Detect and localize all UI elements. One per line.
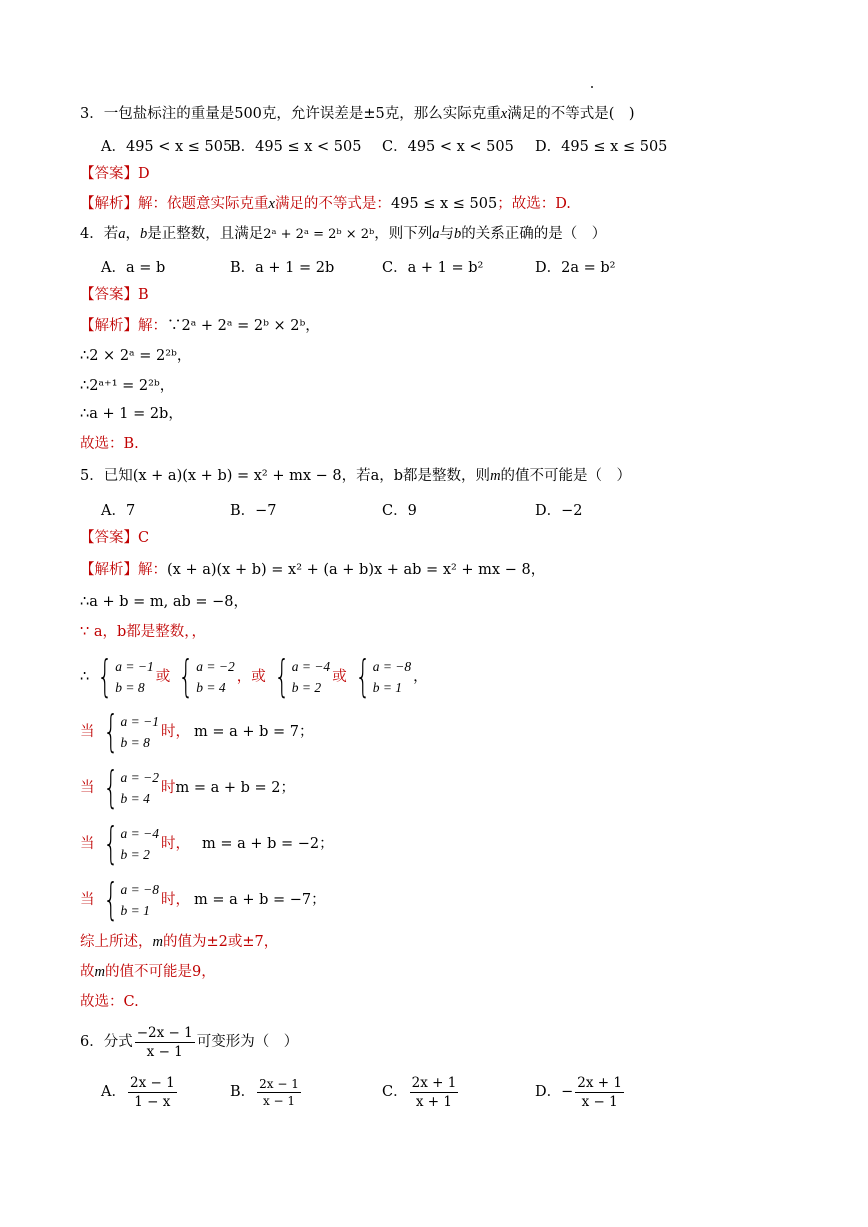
q5-case-4 — [80, 874, 326, 925]
q5-systems-line — [80, 651, 428, 702]
q5-case2-b: b = 4 — [120, 791, 150, 806]
q6-option-b-num: 2x − 1 — [259, 1076, 299, 1091]
q4-stem-pre: 4．若 — [80, 226, 119, 242]
q5-when: 当 — [80, 892, 95, 908]
q5-case4-mid: 时， — [160, 892, 190, 908]
q3-option-c: C．495 < x < 505 — [382, 139, 514, 155]
q4-stem-mid4: 与 — [439, 226, 454, 242]
q5-line2: ∵ a，b都是整数，， — [80, 624, 207, 640]
q6-option-c-den: x + 1 — [415, 1093, 452, 1110]
q5-answer-label: 【答案】 — [80, 530, 138, 546]
q3-option-b: B．495 ≤ x < 505 — [230, 139, 362, 155]
q5-case2-a: a = −2 — [120, 770, 159, 785]
q4-analysis-label: 【解析】 — [80, 318, 138, 334]
q5-option-d: D．−2 — [535, 503, 583, 519]
brace-icon: { — [178, 651, 194, 702]
q4-option-a: A．a = b — [101, 260, 166, 276]
q5-therefore: ∴ — [80, 669, 90, 685]
q3-analysis — [80, 194, 571, 214]
q5-option-b: B．−7 — [230, 503, 277, 519]
q4-stem — [80, 224, 606, 245]
q5-case3-b: b = 2 — [120, 847, 150, 862]
q5-summary1-pre: 综上所述， — [80, 934, 153, 950]
q6-option-c — [382, 1072, 460, 1112]
q5-line1: ∴a + b = m, ab = −8， — [80, 594, 249, 610]
q6-stem-den: x − 1 — [146, 1043, 183, 1060]
q6-stem-end: 可变形为（ ） — [196, 1034, 299, 1050]
q5-stem-eq: (x + a)(x + b) = x² + mx − 8 — [132, 468, 342, 484]
q5-case-1 — [80, 706, 314, 757]
q5-analysis-pre: 解： — [138, 562, 167, 578]
q5-sys2-b: b = 4 — [196, 680, 226, 695]
q6-option-a-label: A． — [101, 1084, 126, 1100]
q3-analysis-end: ；故选：D. — [497, 196, 571, 212]
q6-option-d-num: 2x + 1 — [577, 1074, 622, 1091]
q5-case1-a: a = −1 — [120, 714, 159, 729]
q3-stem-end: 满足的不等式是( ) — [507, 106, 635, 122]
q5-case3-a: a = −4 — [120, 826, 159, 841]
q3-answer — [80, 164, 150, 184]
q5-sys4-b: b = 1 — [372, 680, 403, 695]
q5-case-3 — [80, 818, 334, 869]
q6-option-d-den: x − 1 — [581, 1093, 618, 1110]
q4-stem-a2: a — [432, 226, 440, 242]
q5-case2-mid: 时 — [160, 780, 176, 796]
q4-stem-eq: 2ᵃ + 2ᵃ = 2ᵇ × 2ᵇ — [263, 227, 375, 242]
q5-system-3 — [268, 651, 331, 702]
q5-when: 当 — [80, 780, 95, 796]
q4-line3: ∴2ᵃ⁺¹ = 2²ᵇ， — [80, 378, 175, 394]
q5-sys2-a: a = −2 — [196, 659, 235, 674]
q5-analysis-eq: (x + a)(x + b) = x² + (a + b)x + ab = x² + mx − 8， — [167, 562, 546, 578]
q3-stem-text: 3．一包盐标注的重量是500克，允许误差是±5克，那么实际克重 — [80, 106, 501, 122]
q5-summary-1 — [80, 932, 278, 952]
q6-option-a-fraction — [128, 1074, 177, 1111]
q5-or1: 或 — [155, 669, 171, 685]
q5-summary2-pre: 故 — [80, 964, 95, 980]
q6-option-b — [230, 1072, 303, 1112]
q5-option-c: C．9 — [382, 503, 417, 519]
q5-when: 当 — [80, 724, 95, 740]
q6-option-b-label: B． — [230, 1084, 256, 1100]
q6-stem-pre: 6．分式 — [80, 1034, 133, 1050]
q6-option-a-num: 2x − 1 — [129, 1074, 175, 1091]
q5-sys4-a: a = −8 — [372, 659, 412, 674]
q5-stem — [80, 466, 631, 486]
q4-analysis-pre: 解： — [138, 318, 167, 334]
q5-stem-m: m — [490, 468, 501, 484]
q5-summary-2 — [80, 962, 216, 982]
q6-option-a — [101, 1072, 179, 1112]
brace-icon: { — [102, 874, 119, 925]
q4-option-b: B．a + 1 = 2b — [230, 260, 335, 276]
q4-answer-label: 【答案】 — [80, 287, 138, 303]
q4-answer — [80, 285, 149, 305]
q3-analysis-var: x — [268, 196, 275, 212]
q4-conclusion: 故选：B. — [80, 436, 139, 452]
q4-analysis — [80, 316, 320, 336]
q3-option-a: A．495 < x ≤ 505 — [101, 139, 233, 155]
brace-icon: { — [274, 651, 290, 702]
q5-case1-system — [97, 706, 159, 757]
q5-case1-eq: m = a + b = 7； — [193, 724, 314, 740]
q5-case2-eq: m = a + b = 2； — [175, 780, 295, 796]
q6-option-a-den: 1 − x — [134, 1093, 171, 1110]
q3-option-d: D．495 ≤ x ≤ 505 — [535, 139, 668, 155]
q4-line2: ∴2 × 2ᵃ = 2²ᵇ， — [80, 348, 192, 364]
q6-stem-fraction — [135, 1024, 195, 1061]
brace-icon: { — [102, 818, 119, 869]
q5-answer — [80, 528, 149, 548]
q4-stem-mid3: ，则下列 — [374, 226, 433, 242]
q5-case3-mid: 时， — [160, 836, 190, 852]
q6-option-d-fraction — [575, 1074, 624, 1111]
q6-stem — [80, 1022, 298, 1062]
q5-summary2-m: m — [94, 964, 105, 980]
q6-option-d — [535, 1072, 626, 1112]
q5-system-1 — [91, 651, 154, 702]
q5-answer-value: C — [138, 530, 150, 546]
q5-analysis — [80, 560, 545, 580]
q3-analysis-pre: 解：依题意实际克重 — [138, 196, 269, 212]
q4-stem-end: 的关系正确的是（ ） — [461, 226, 607, 242]
q4-stem-mid2: 是正整数，且满足 — [147, 226, 264, 242]
q6-option-d-label: D． — [535, 1084, 562, 1100]
q4-stem-b: b — [139, 226, 148, 242]
q6-option-c-label: C． — [382, 1084, 408, 1100]
q5-case3-eq: m = a + b = −2； — [201, 836, 334, 852]
q5-system-4 — [349, 651, 412, 702]
q4-stem-mid1: ， — [125, 226, 140, 242]
q5-option-a: A．7 — [101, 503, 136, 519]
q5-when: 当 — [80, 836, 95, 852]
q5-sys1-b: b = 8 — [115, 680, 145, 695]
q3-stem-var: x — [500, 106, 508, 122]
q4-option-d: D．2a = b² — [535, 260, 616, 276]
q5-sys3-b: b = 2 — [291, 680, 322, 695]
q5-summary1-m: m — [152, 934, 163, 950]
scan-dot — [591, 86, 593, 88]
q5-system-2 — [172, 651, 235, 702]
q3-analysis-mid: 满足的不等式是： — [274, 196, 391, 212]
q3-analysis-math: 495 ≤ x ≤ 505 — [390, 196, 498, 212]
q5-case3-system — [97, 818, 159, 869]
q6-option-c-fraction — [410, 1074, 459, 1111]
q6-stem-num: −2x − 1 — [136, 1024, 193, 1041]
q6-option-b-fraction — [257, 1076, 301, 1109]
q5-stem-pre: 5．已知 — [80, 468, 133, 484]
q5-conclusion: 故选：C. — [80, 994, 139, 1010]
q3-analysis-label: 【解析】 — [80, 196, 138, 212]
brace-icon: { — [97, 651, 113, 702]
q5-case-2 — [80, 762, 295, 813]
q5-sys3-a: a = −4 — [291, 659, 331, 674]
q5-case4-system — [97, 874, 159, 925]
q5-stem-end: 的值不可能是（ ） — [500, 468, 632, 484]
q6-option-b-den: x − 1 — [262, 1093, 296, 1108]
q5-or2: ，或 — [236, 669, 266, 685]
q5-case4-a: a = −8 — [120, 882, 159, 897]
q3-answer-value: D — [138, 166, 150, 182]
q5-analysis-label: 【解析】 — [80, 562, 138, 578]
q5-case4-eq: m = a + b = −7； — [193, 892, 326, 908]
q6-option-d-sign: − — [561, 1084, 574, 1100]
q5-summary2-end: 的值不可能是9， — [104, 964, 216, 980]
q5-stem-mid: ，若a，b都是整数，则 — [341, 468, 491, 484]
q4-analysis-line1: ∵2ᵃ + 2ᵃ = 2ᵇ × 2ᵇ， — [167, 318, 320, 334]
q4-stem-b2: b — [453, 226, 462, 242]
brace-icon: { — [102, 706, 119, 757]
q6-option-c-num: 2x + 1 — [411, 1074, 457, 1091]
q4-line4: ∴a + 1 = 2b， — [80, 406, 183, 422]
q5-case2-system — [97, 762, 159, 813]
q3-stem — [80, 104, 635, 124]
q3-answer-label: 【答案】 — [80, 166, 138, 182]
q5-summary1-end: 的值为±2或±7， — [162, 934, 279, 950]
q5-sys1-a: a = −1 — [115, 659, 154, 674]
q5-case1-b: b = 8 — [120, 735, 150, 750]
q5-case1-mid: 时， — [160, 724, 190, 740]
q5-or3: 或 — [332, 669, 347, 685]
q4-stem-a: a — [118, 226, 126, 242]
q5-case4-b: b = 1 — [120, 903, 150, 918]
brace-icon: { — [354, 651, 371, 702]
q4-answer-value: B — [138, 287, 149, 303]
q4-option-c: C．a + 1 = b² — [382, 260, 484, 276]
q5-line3-end: ， — [413, 669, 428, 685]
brace-icon: { — [102, 762, 119, 813]
